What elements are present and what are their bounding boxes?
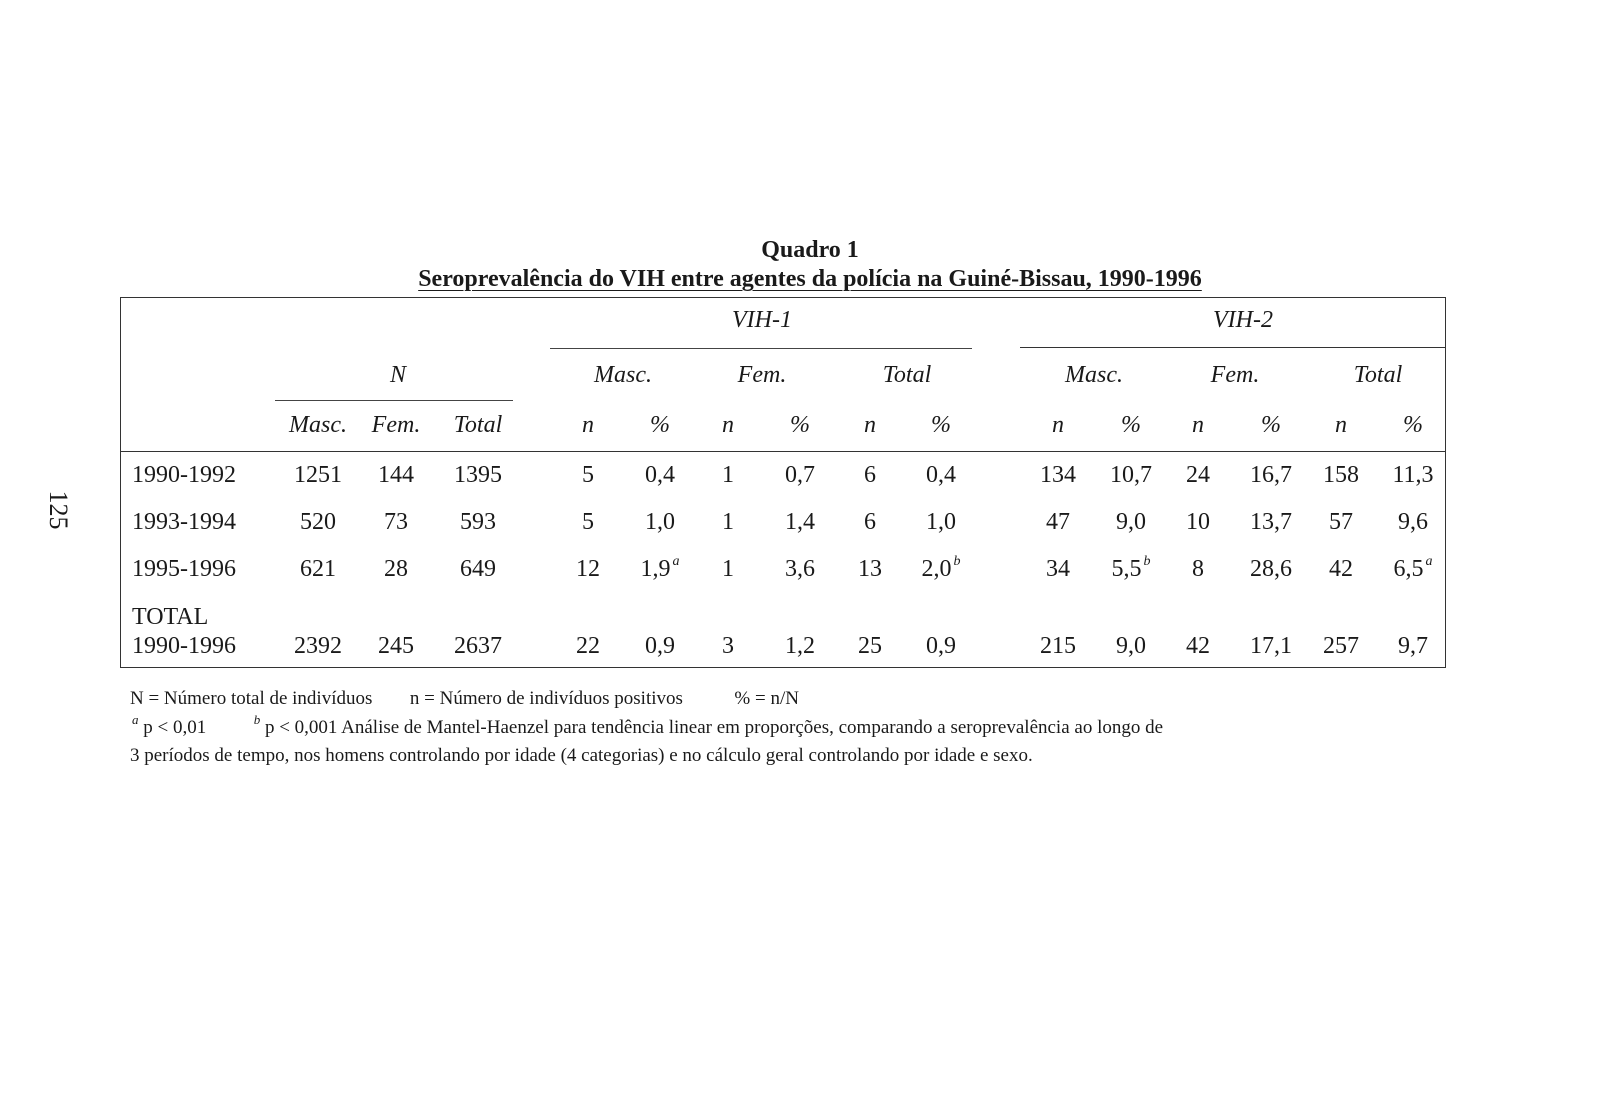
subheader-vih2-masc-pct: % [1121,412,1141,438]
cell-value: 5 [582,462,594,488]
cell-vih2 [1398,509,1428,536]
cell-vih2 [1392,462,1433,489]
cell-vih1 [922,556,961,583]
footnote-pct: % = n/N [734,688,799,709]
significance-marker: b [1143,554,1151,569]
cell-value: 215 [1040,633,1076,659]
cell-vih1 [645,509,675,536]
cell-value: 8 [1192,556,1204,582]
cell-vih2 [1186,633,1210,660]
row-label-period: 1990-1992 [132,462,236,488]
cell-value: 1,0 [645,509,675,535]
cell-value: 11,3 [1392,462,1434,488]
rule-vih1 [550,348,972,349]
cell-value: 158 [1323,462,1359,488]
row-label-period: 1993-1994 [132,509,236,535]
cell-value: 34 [1046,556,1070,582]
cell-vih2 [1116,509,1146,536]
subheader-vih1-total-pct: % [931,412,951,438]
cell-value: 1 [722,509,734,535]
header-vih2-total: Total [1353,362,1403,388]
cell-vih1 [582,462,594,489]
cell-value: 3 [722,633,734,659]
footnote-n: n = Número de indivíduos positivos [409,688,683,709]
footnote-significance [130,712,1164,739]
table-title: Quadro 1 [761,237,859,263]
cell-value: 5,5 [1111,556,1142,582]
cell-value: 6,5 [1393,556,1424,582]
cell-n: 593 [460,509,496,535]
row-label-period: 1995-1996 [132,556,236,582]
cell-vih2 [1323,462,1359,489]
cell-vih1 [926,462,956,489]
subheader-vih2-fem-n: n [1192,412,1204,438]
cell-n: 28 [384,556,408,582]
cell-vih1 [722,509,734,536]
cell-value: 9,0 [1116,509,1146,535]
cell-vih1 [785,509,815,536]
subheader-vih1-masc-pct: % [650,412,670,438]
subheader-n-total: Total [453,412,503,438]
cell-n: 1395 [454,462,502,488]
footnote-definitions [130,688,799,710]
cell-n: 2637 [454,633,502,659]
cell-value: 28,6 [1250,556,1292,582]
cell-value: 47 [1046,509,1070,535]
cell-vih2 [1110,462,1152,489]
header-vih2: VIH-2 [1213,307,1273,333]
cell-value: 1 [722,462,734,488]
cell-value: 134 [1040,462,1076,488]
cell-vih1 [582,509,594,536]
cell-vih2 [1329,509,1353,536]
subheader-vih2-masc-n: n [1052,412,1064,438]
cell-vih2 [1186,509,1210,536]
cell-vih2 [1116,633,1146,660]
cell-vih1 [641,556,680,583]
cell-vih1 [926,509,956,536]
cell-vih2 [1046,509,1070,536]
cell-vih2 [1250,633,1292,660]
cell-value: 12 [576,556,600,582]
cell-vih2 [1250,556,1292,583]
cell-value: 5 [582,509,594,535]
cell-vih1 [645,633,675,660]
subheader-vih1-fem-n: n [722,412,734,438]
header-vih1: VIH-1 [732,307,792,333]
cell-value: 25 [858,633,882,659]
cell-n: 621 [300,556,336,582]
cell-value: 24 [1186,462,1210,488]
cell-value: 2,0 [921,556,952,582]
cell-value: 0,7 [785,462,815,488]
cell-vih2 [1040,633,1076,660]
cell-n: 144 [378,462,414,488]
cell-value: 42 [1186,633,1210,659]
cell-vih1 [926,633,956,660]
cell-n: 649 [460,556,496,582]
footnote-p-b: p < 0,001 [264,717,338,738]
significance-marker: b [953,554,961,569]
cell-value: 0,4 [926,462,956,488]
header-vih1-total: Total [882,362,932,388]
cell-value: 1,2 [785,633,815,659]
cell-vih1 [645,462,675,489]
row-label-period: 1990-1996 [132,633,236,659]
cell-vih1 [858,556,882,583]
cell-vih1 [864,509,876,536]
cell-value: 6 [864,509,876,535]
header-vih1-fem: Fem. [737,362,787,388]
footnote-p-a: p < 0,01 [143,717,207,738]
cell-vih1 [722,633,734,660]
cell-value: 0,9 [645,633,675,659]
subheader-vih2-total-pct: % [1403,412,1423,438]
cell-vih1 [785,462,815,489]
page-number: 125 [44,490,73,530]
significance-marker: a [1425,554,1433,569]
header-vih1-masc: Masc. [594,362,652,388]
cell-value: 1,9 [640,556,671,582]
cell-vih1 [864,462,876,489]
subheader-vih2-fem-pct: % [1261,412,1281,438]
cell-value: 9,6 [1398,509,1428,535]
cell-value: 0,4 [645,462,675,488]
footnote-N: N = Número total de indivíduos [130,688,373,709]
cell-vih2 [1250,509,1292,536]
cell-vih2 [1250,462,1292,489]
cell-vih1 [722,462,734,489]
cell-vih2 [1398,633,1428,660]
rule-n [275,400,513,401]
significance-marker: a [672,554,680,569]
footnote-analysis: Análise de Mantel-Haenzel para tendência linear em proporções, comparando a seroprevalência ao longo de [341,717,1164,738]
cell-value: 1,4 [785,509,815,535]
cell-value: 10 [1186,509,1210,535]
cell-value: 13 [858,556,882,582]
cell-value: 0,9 [926,633,956,659]
cell-value: 6 [864,462,876,488]
subheader-vih1-total-n: n [864,412,876,438]
cell-value: 9,0 [1116,633,1146,659]
cell-vih2 [1186,462,1210,489]
header-n-group: N [389,362,407,388]
footnote-analysis-cont: 3 períodos de tempo, nos homens controlando por idade (4 categorias) e no cálculo geral controlando por idade e sexo. [130,745,1033,766]
cell-value: 13,7 [1250,509,1292,535]
cell-vih2 [1323,633,1359,660]
cell-vih1 [576,556,600,583]
header-vih2-fem: Fem. [1210,362,1260,388]
cell-vih2 [1394,556,1433,583]
cell-value: 3,6 [785,556,815,582]
header-vih2-masc: Masc. [1065,362,1123,388]
footnote-sup-b: b [253,712,261,727]
cell-vih1 [576,633,600,660]
cell-vih1 [858,633,882,660]
cell-value: 9,7 [1398,633,1428,659]
cell-value: 257 [1323,633,1359,659]
cell-n: 2392 [294,633,342,659]
rule-vih2 [1020,347,1446,348]
cell-value: 22 [576,633,600,659]
cell-vih1 [785,633,815,660]
cell-value: 10,7 [1110,462,1152,488]
cell-vih2 [1192,556,1204,583]
cell-value: 16,7 [1250,462,1292,488]
subheader-vih1-fem-pct: % [790,412,810,438]
cell-n: 73 [384,509,408,535]
cell-value: 57 [1329,509,1353,535]
cell-value: 1,0 [926,509,956,535]
subheader-vih2-total-n: n [1335,412,1347,438]
cell-n: 520 [300,509,336,535]
cell-vih2 [1046,556,1070,583]
cell-vih2 [1040,462,1076,489]
footnote-sup-a: a [132,712,139,727]
subheader-n-fem: Fem. [371,412,421,438]
cell-value: 17,1 [1250,633,1292,659]
cell-n: 1251 [294,462,342,488]
row-label-total: TOTAL [132,604,209,630]
rule-header-bottom [120,451,1446,452]
cell-value: 42 [1329,556,1353,582]
cell-vih1 [722,556,734,583]
subheader-n-masc: Masc. [289,412,347,438]
cell-vih1 [785,556,815,583]
cell-value: 1 [722,556,734,582]
cell-vih2 [1329,556,1353,583]
cell-vih2 [1112,556,1151,583]
cell-n: 245 [378,633,414,659]
table-subtitle: Seroprevalência do VIH entre agentes da polícia na Guiné-Bissau, 1990-1996 [418,266,1202,292]
subheader-vih1-masc-n: n [582,412,594,438]
